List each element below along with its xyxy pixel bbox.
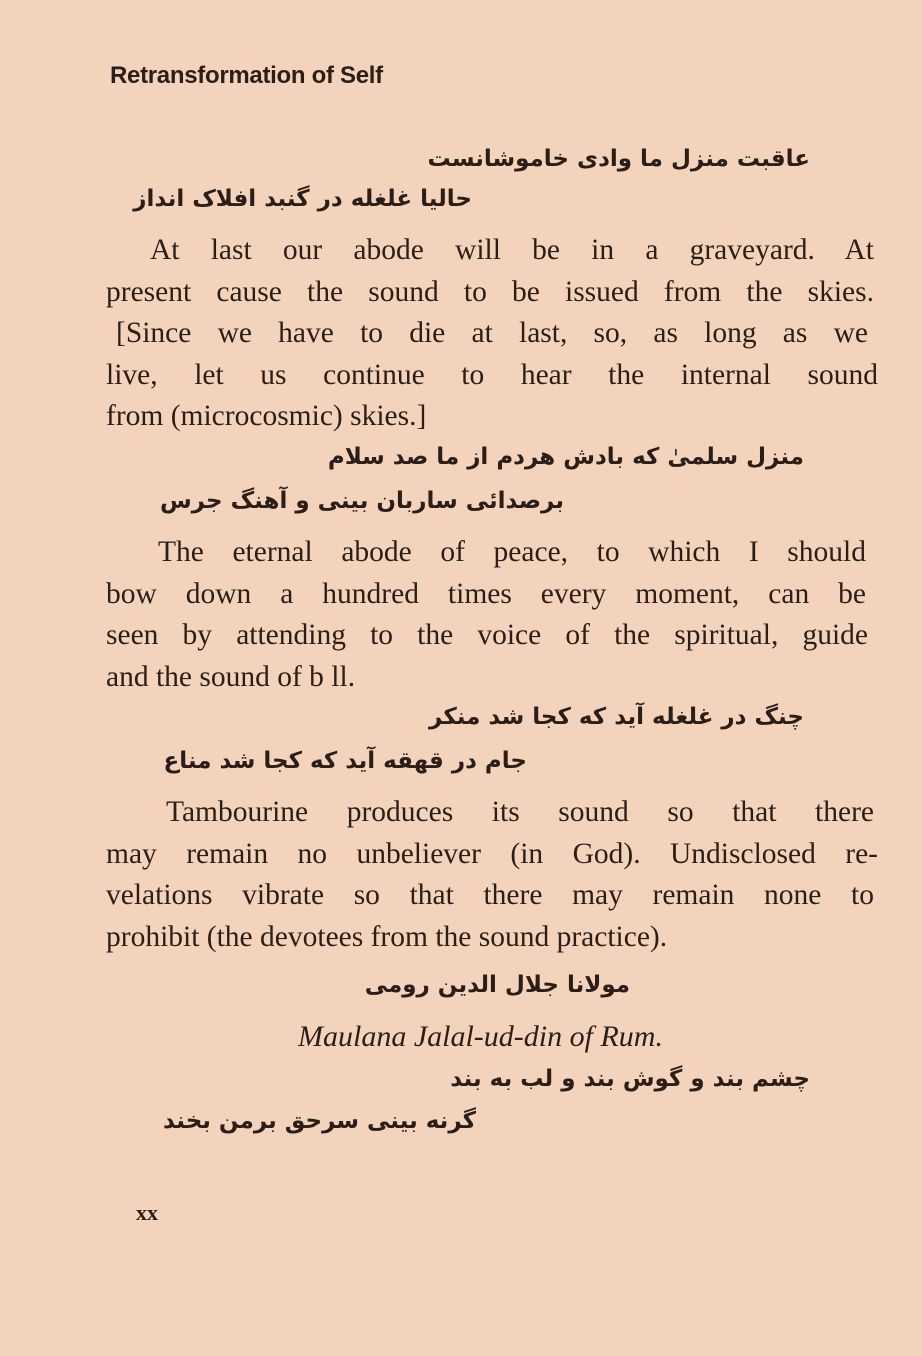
verse1-translation-line: live, let us continue to hear the internal sound [106,358,878,391]
verse1-persian-line2: حالیا غلغله در گنبد افلاک انداز [133,186,472,212]
attribution-persian: مولانا جلال الدین رومی [364,972,630,998]
verse3-translation-line: prohibit (the devotees from the sound practice). [106,920,668,953]
verse2-persian-line2: برصدائی ساربان بینی و آهنگ جرس [159,488,564,514]
verse2-translation-line: bow down a hundred times every moment, can be [106,577,866,610]
page-number: xx [136,1200,158,1225]
running-head: Retransformation of Self [110,62,383,89]
verse3-translation-line: velations vibrate so that there may remain none to [106,879,874,911]
verse1-persian-line1: عاقبت منزل ما وادی خاموشانست [427,146,810,172]
verse3-persian-line1: چنگ در غلغله آید که کجا شد منکر [429,704,804,730]
verse2-translation-line: seen by attending to the voice of the spiritual, guide [106,619,868,651]
attribution-english: Maulana Jalal-ud-din of Rum. [298,1020,663,1053]
verse4-persian-line2: گرنه بینی سرحق برمن بخند [163,1108,476,1134]
verse1-translation-line: [Since we have to die at last, so, as long as we [116,317,868,349]
verse1-translation-line: At last our abode will be in a graveyard. At [150,234,874,266]
verse4-persian-line1: چشم بند و گوش بند و لب به بند [450,1066,810,1092]
verse2-translation-line: The eternal abode of peace, to which I should [158,536,866,568]
verse2-translation [106,532,874,698]
verse2-persian-line1: منزل سلمیٰ که بادش هردم از ما صد سلام [327,444,804,470]
verse2-translation-line: and the sound of b ll. [106,660,356,693]
verse1-translation-line: from (microcosmic) skies.] [106,400,427,432]
verse1-translation [106,230,878,438]
verse3-translation [106,792,878,958]
verse3-translation-line: may remain no unbeliever (in God). Undisclosed re- [106,837,878,870]
verse1-translation-line: present cause the sound to be issued from the skies. [106,275,874,308]
verse3-translation-line: Tambourine produces its sound so that there [166,796,874,828]
verse3-persian-line2: جام در قهقه آید که کجا شد مناع [163,748,527,774]
